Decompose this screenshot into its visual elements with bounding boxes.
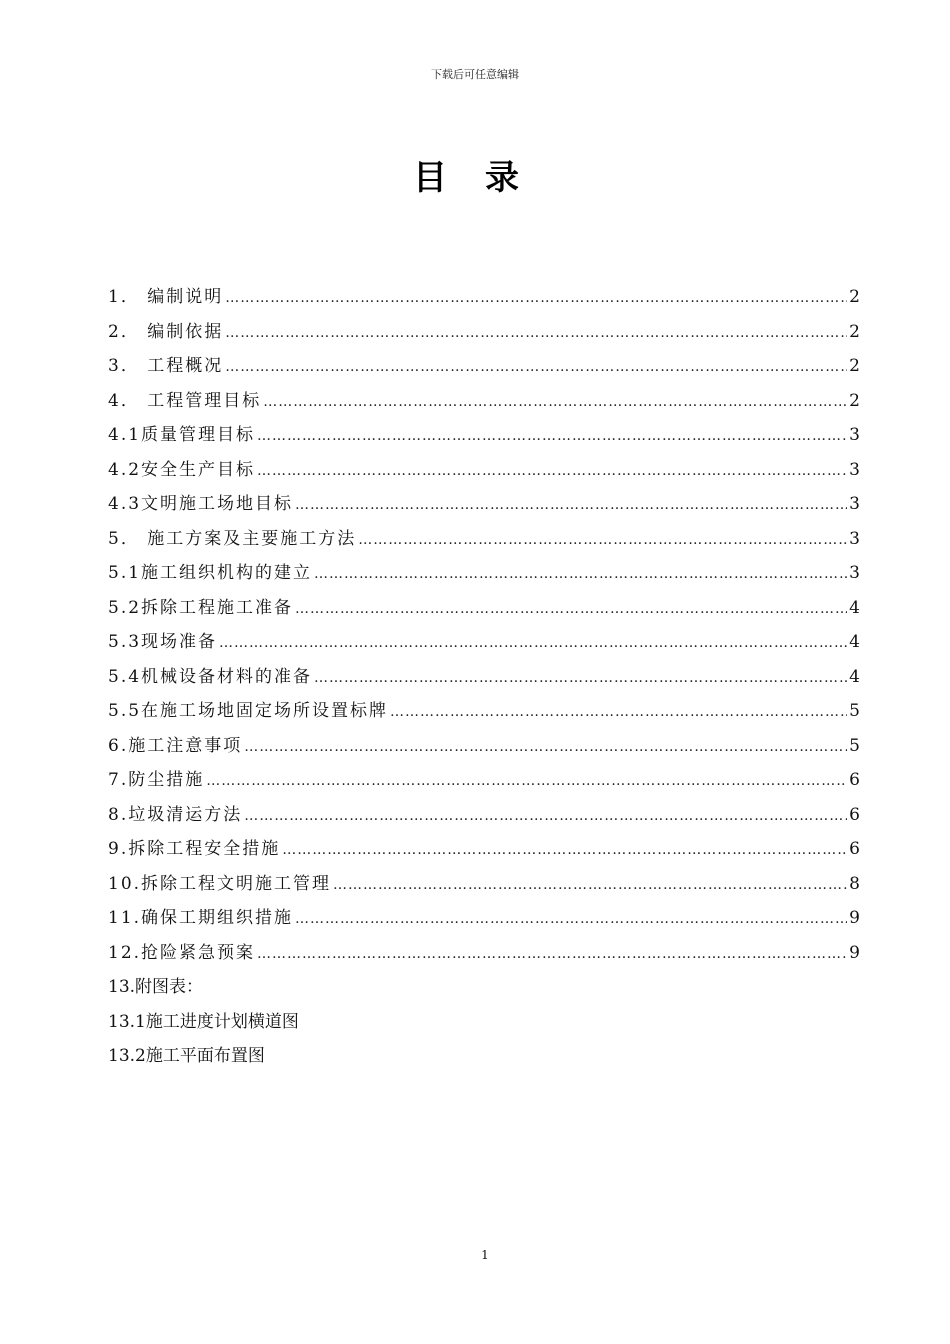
toc-entry-label: 4． 工程管理目标 xyxy=(108,390,262,411)
toc-entry-page: 5 xyxy=(849,701,860,721)
toc-leader-dots xyxy=(390,699,847,725)
toc-entry-label: 5.4机械设备材料的准备 xyxy=(108,666,313,687)
toc-entry-7[interactable] xyxy=(108,767,860,802)
toc-entry-page: 4 xyxy=(849,597,860,618)
toc-entry-label: 4.1质量管理目标 xyxy=(108,425,256,445)
toc-entry-page: 3 xyxy=(849,494,860,514)
toc-entry-1[interactable] xyxy=(108,284,860,319)
table-of-contents xyxy=(108,284,860,1078)
toc-leader-dots xyxy=(225,354,847,380)
toc-entry-label: 12.抢险紧急预案 xyxy=(108,942,256,963)
toc-entry-2[interactable] xyxy=(108,319,860,354)
toc-entry-4[interactable] xyxy=(108,388,860,423)
toc-leader-dots xyxy=(257,423,847,449)
toc-entry-label: 9.拆除工程安全措施 xyxy=(108,839,281,859)
page-number: 1 xyxy=(481,1248,489,1262)
toc-leader-dots xyxy=(295,492,847,518)
toc-entry-label: 10.拆除工程文明施工管理 xyxy=(108,873,332,894)
toc-entry-page: 6 xyxy=(849,839,860,859)
toc-entry-label: 5.5在施工场地固定场所设置标牌 xyxy=(108,701,389,721)
toc-entry-page: 3 xyxy=(849,459,860,480)
toc-appendix-item-layout: 13.2施工平面布置图 xyxy=(108,1046,265,1066)
toc-entry-label: 5． 施工方案及主要施工方法 xyxy=(108,528,357,549)
toc-entry-4-1[interactable] xyxy=(108,422,860,457)
toc-entry-label: 8.垃圾清运方法 xyxy=(108,804,243,825)
toc-leader-dots xyxy=(244,734,847,760)
toc-entry-5[interactable] xyxy=(108,526,860,561)
toc-leader-dots xyxy=(225,320,847,346)
toc-entry-4-3[interactable] xyxy=(108,491,860,526)
toc-leader-dots xyxy=(263,389,847,415)
toc-entry-label: 7.防尘措施 xyxy=(108,770,205,790)
toc-entry-label: 4.3文明施工场地目标 xyxy=(108,494,294,514)
toc-entry-page: 6 xyxy=(849,770,860,790)
toc-entry-label: 2． 编制依据 xyxy=(108,321,224,342)
toc-entry-11[interactable] xyxy=(108,905,860,940)
toc-entry-page: 2 xyxy=(849,321,860,342)
toc-entry-page: 5 xyxy=(849,735,860,756)
toc-leader-dots xyxy=(257,941,847,967)
toc-entry-10[interactable] xyxy=(108,871,860,906)
toc-entry-page: 9 xyxy=(849,942,860,963)
toc-entry-6[interactable] xyxy=(108,733,860,768)
toc-leader-dots xyxy=(225,285,847,311)
toc-entry-label: 11.确保工期组织措施 xyxy=(108,908,294,928)
toc-leader-dots xyxy=(295,906,847,932)
toc-entry-3[interactable] xyxy=(108,353,860,388)
toc-entry-label: 1． 编制说明 xyxy=(108,287,224,307)
toc-entry-page: 3 xyxy=(849,528,860,549)
toc-entry-label: 3． 工程概况 xyxy=(108,356,224,376)
toc-entry-5-4[interactable] xyxy=(108,664,860,699)
toc-leader-dots xyxy=(282,837,847,863)
toc-entry-page: 4 xyxy=(849,666,860,687)
toc-entry-8[interactable] xyxy=(108,802,860,837)
toc-entry-page: 4 xyxy=(849,632,860,652)
document-title: 目录 xyxy=(413,158,557,198)
toc-entry-5-3[interactable] xyxy=(108,629,860,664)
toc-entry-9[interactable] xyxy=(108,836,860,871)
toc-leader-dots xyxy=(358,527,847,553)
toc-entry-label: 5.2拆除工程施工准备 xyxy=(108,597,294,618)
toc-entry-page: 2 xyxy=(849,390,860,411)
toc-entry-page: 3 xyxy=(849,563,860,583)
toc-entry-5-2[interactable] xyxy=(108,595,860,630)
toc-leader-dots xyxy=(295,596,847,622)
toc-leader-dots xyxy=(219,630,847,656)
toc-entry-12[interactable] xyxy=(108,940,860,975)
toc-entry-page: 2 xyxy=(849,356,860,376)
toc-leader-dots xyxy=(314,665,847,691)
toc-leader-dots xyxy=(314,561,847,587)
header-note: 下载后可任意编辑 xyxy=(431,68,519,81)
toc-entry-page: 9 xyxy=(849,908,860,928)
toc-entry-5-1[interactable] xyxy=(108,560,860,595)
toc-appendix-heading: 13.附图表： xyxy=(108,977,204,997)
toc-entry-label: 4.2安全生产目标 xyxy=(108,459,256,480)
toc-leader-dots xyxy=(206,768,847,794)
toc-entry-page: 2 xyxy=(849,287,860,307)
toc-leader-dots xyxy=(244,803,847,829)
toc-leader-dots xyxy=(333,872,847,898)
toc-entry-label: 5.1施工组织机构的建立 xyxy=(108,563,313,583)
toc-leader-dots xyxy=(257,458,847,484)
toc-entry-label: 6.施工注意事项 xyxy=(108,735,243,756)
toc-appendix-item-schedule: 13.1施工进度计划横道图 xyxy=(108,1011,299,1032)
toc-entry-5-5[interactable] xyxy=(108,698,860,733)
toc-entry-page: 6 xyxy=(849,804,860,825)
toc-entry-page: 8 xyxy=(849,873,860,894)
toc-entry-label: 5.3现场准备 xyxy=(108,632,218,652)
toc-entry-page: 3 xyxy=(849,425,860,445)
toc-entry-4-2[interactable] xyxy=(108,457,860,492)
